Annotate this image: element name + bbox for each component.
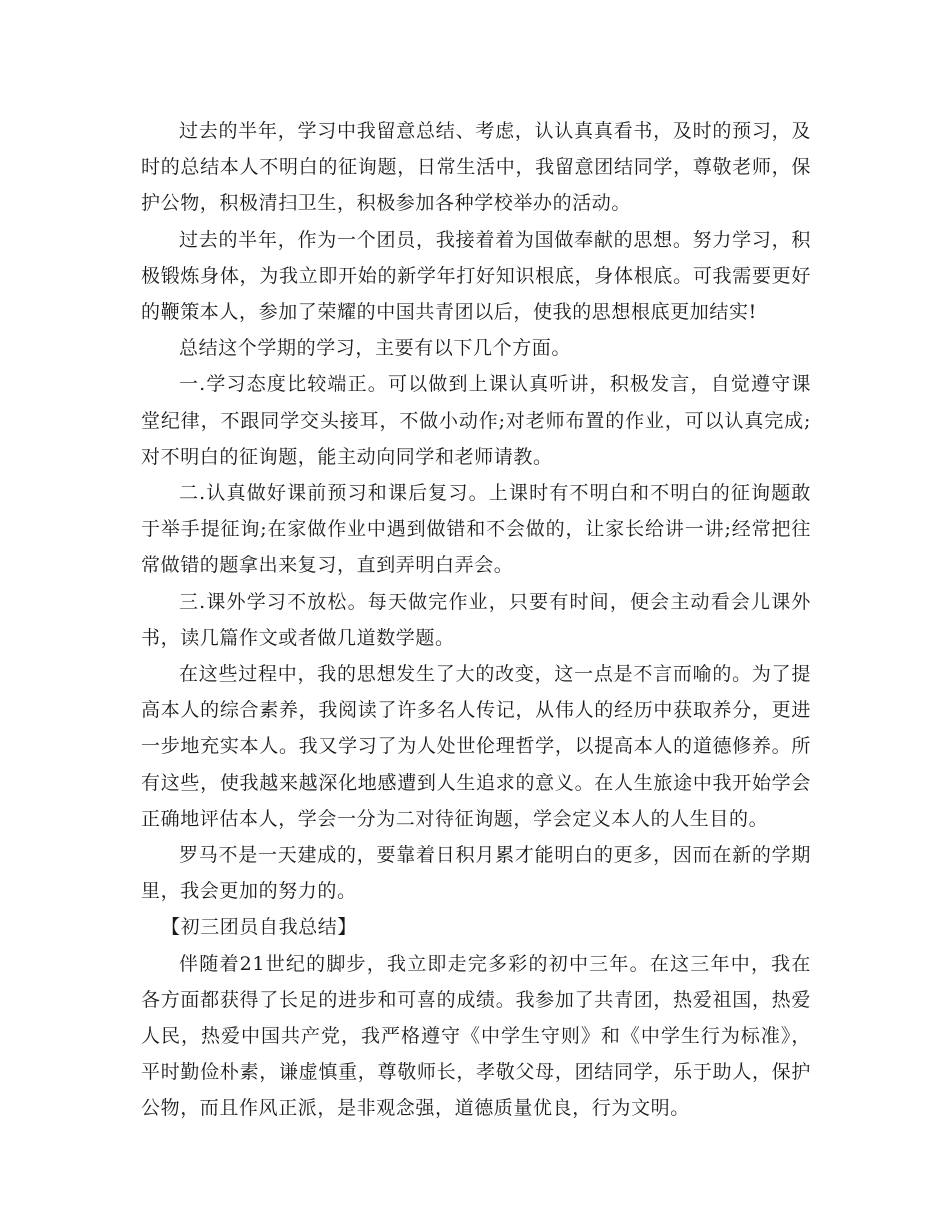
paragraph-8: 罗马不是一天建成的，要靠着日积月累才能明白的更多，因而在新的学期里，我会更加的努力的。 bbox=[141, 844, 811, 903]
document-body bbox=[141, 113, 811, 1127]
paragraph-4: 一.学习态度比较端正。可以做到上课认真听讲，积极发言，自觉遵守课堂纪律，不跟同学交头接耳，不做小动作;对老师布置的作业，可以认真完成;对不明白的征询题，能主动向同学和老师请教。 bbox=[141, 373, 811, 468]
section-paragraph-1: 伴随着21世纪的脚步，我立即走完多彩的初中三年。在这三年中，我在各方面都获得了长足的进步和可喜的成绩。我参加了共青团，热爱祖国，热爱人民，热爱中国共产党，我严格遵守《中学生守则》和《中学生行为标准》，平时勤俭朴素，谦虚慎重，尊敬师长，孝敬父母，团结同学，乐于助人，保护公物，而且作风正派，是非观念强，道德质量优良，行为文明。 bbox=[141, 952, 811, 1120]
section-heading: 【初三团员自我总结】 bbox=[161, 916, 358, 939]
paragraph-1: 过去的半年，学习中我留意总结、考虑，认认真真看书，及时的预习，及时的总结本人不明白的征询题，日常生活中，我留意团结同学，尊敬老师，保护公物，积极清扫卫生，积极参加各种学校举办的活动。 bbox=[141, 120, 811, 215]
paragraph-2: 过去的半年，作为一个团员，我接着着为国做奉献的思想。努力学习，积极锻炼身体，为我立即开始的新学年打好知识根底，身体根底。可我需要更好的鞭策本人，参加了荣耀的中国共青团以后，使我的思想根底更加结实! bbox=[141, 228, 811, 324]
paragraph-3: 总结这个学期的学习，主要有以下几个方面。 bbox=[179, 337, 572, 360]
paragraph-5: 二.认真做好课前预习和课后复习。上课时有不明白和不明白的征询题敢于举手提征询;在家做作业中遇到做错和不会做的，让家长给讲一讲;经常把往常做错的题拿出来复习，直到弄明白弄会。 bbox=[141, 482, 811, 577]
paragraph-7: 在这些过程中，我的思想发生了大的改变，这一点是不言而喻的。为了提高本人的综合素养，我阅读了许多名人传记，从伟人的经历中获取养分，更进一步地充实本人。我又学习了为人处世伦理哲学，以提高本人的道德修养。所有这些，使我越来越深化地感遭到人生追求的意义。在人生旅途中我开始学会正确地评估本人，学会一分为二对待征询题，学会定义本人的人生目的。 bbox=[141, 663, 811, 830]
paragraph-6: 三.课外学习不放松。每天做完作业，只要有时间，便会主动看会儿课外书，读几篇作文或者做几道数学题。 bbox=[141, 590, 811, 649]
